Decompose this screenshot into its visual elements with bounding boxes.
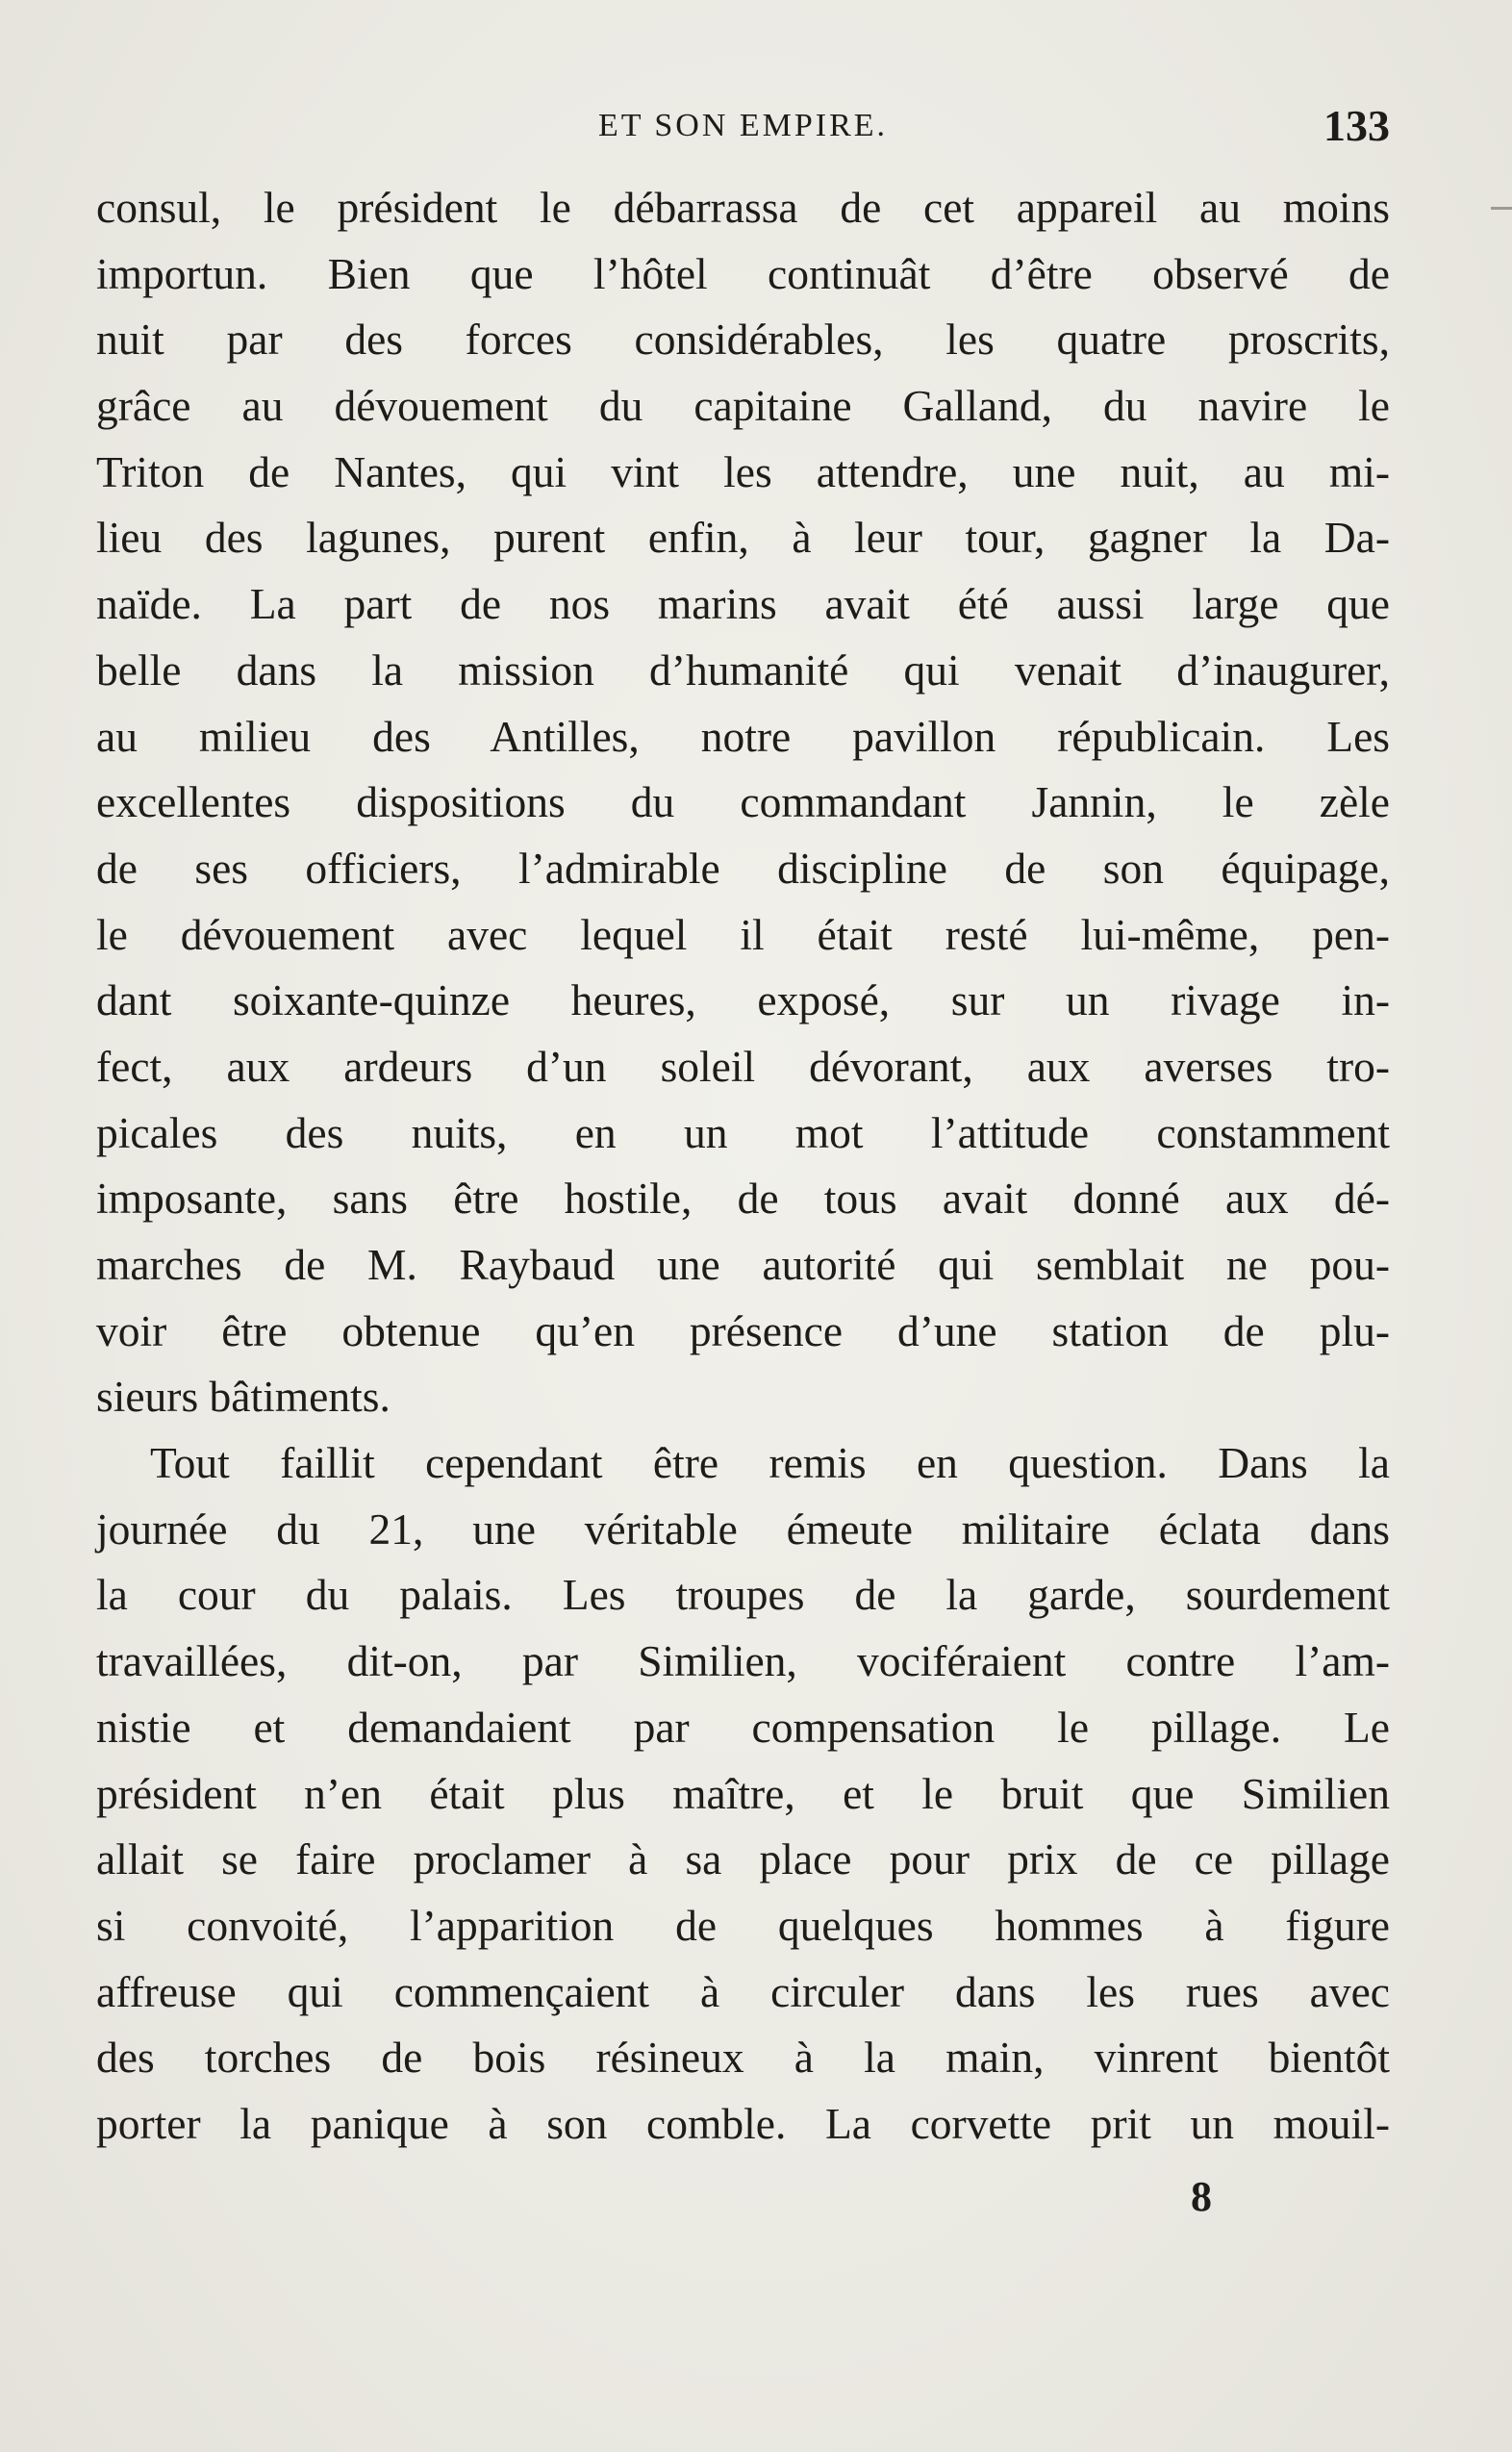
text-line: Tout faillit cependant être remis en question. Dans la	[150, 1438, 1390, 1488]
text-line: belle dans la mission d’humanité qui venait d’inaugurer,	[96, 645, 1390, 695]
text-line: sieurs bâtiments.	[96, 1372, 391, 1422]
text-line: travaillées, dit-on, par Similien, vociféraient contre l’am-	[96, 1636, 1390, 1686]
text-line: le dévouement avec lequel il était resté lui-même, pen-	[96, 909, 1390, 959]
page-edge-mark	[1491, 207, 1512, 210]
text-line: nuit par des forces considérables, les quatre proscrits,	[96, 315, 1390, 365]
text-line: consul, le président le débarrassa de cet appareil au moins	[96, 183, 1390, 232]
text-line: affreuse qui commençaient à circuler dans les rues avec	[96, 1966, 1390, 2016]
running-title: ET SON EMPIRE.	[597, 108, 889, 143]
text-line: de ses officiers, l’admirable discipline de son équipage,	[96, 843, 1390, 893]
text-line: imposante, sans être hostile, de tous avait donné aux dé-	[96, 1174, 1390, 1224]
text-line: excellentes dispositions du commandant Jannin, le zèle	[96, 777, 1390, 827]
text-line: fect, aux ardeurs d’un soleil dévorant, aux averses tro-	[96, 1041, 1390, 1091]
text-line: Triton de Nantes, qui vint les attendre, une nuit, au mi-	[96, 446, 1390, 496]
text-line: si convoité, l’apparition de quelques hommes à figure	[96, 1900, 1390, 1950]
text-line: nistie et demandaient par compensation le pillage. Le	[96, 1702, 1390, 1752]
text-line: porter la panique à son comble. La corvette prit un mouil-	[96, 2098, 1390, 2148]
text-line: importun. Bien que l’hôtel continuât d’être observé de	[96, 248, 1390, 298]
text-line: grâce au dévouement du capitaine Galland, du navire le	[96, 381, 1390, 431]
text-line: dant soixante-quinze heures, exposé, sur un rivage in-	[96, 975, 1390, 1025]
text-line: journée du 21, une véritable émeute militaire éclata dans	[96, 1504, 1390, 1554]
text-line: voir être obtenue qu’en présence d’une station de plu-	[96, 1305, 1390, 1355]
text-line: au milieu des Antilles, notre pavillon républicain. Les	[96, 711, 1390, 761]
text-line: des torches de bois résineux à la main, vinrent bientôt	[96, 2033, 1390, 2083]
text-line: la cour du palais. Les troupes de la garde, sourdement	[96, 1570, 1390, 1620]
text-line: marches de M. Raybaud une autorité qui semblait ne pou-	[96, 1240, 1390, 1289]
text-line: naïde. La part de nos marins avait été aussi large que	[96, 579, 1390, 629]
signature-mark: 8	[1191, 2173, 1212, 2220]
text-line: allait se faire proclamer à sa place pour prix de ce pillage	[96, 1834, 1390, 1884]
text-line: président n’en était plus maître, et le bruit que Similien	[96, 1768, 1390, 1818]
running-head	[96, 100, 1390, 154]
body-text	[96, 175, 1390, 2158]
text-line: lieu des lagunes, purent enfin, à leur tour, gagner la Da-	[96, 513, 1390, 563]
page-number: 133	[1323, 101, 1390, 150]
text-line: picales des nuits, en un mot l’attitude constamment	[96, 1107, 1390, 1157]
